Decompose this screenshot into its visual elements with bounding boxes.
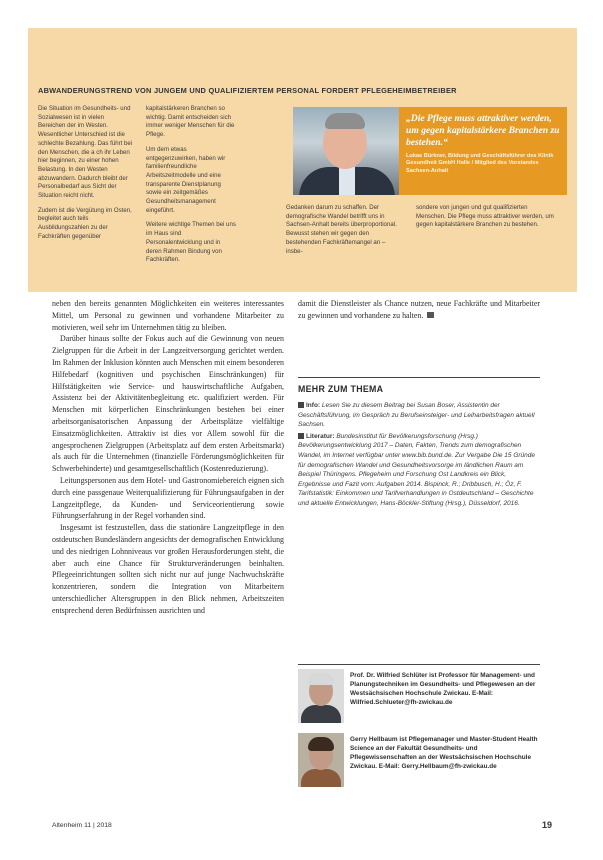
info-square-icon	[298, 402, 304, 408]
box-column-4: sondere von jungen und gut qualifizierten Menschen. Die Pflege muss attraktiver werden, um gegen kapitalstärkere Branchen zu bestehen.	[416, 204, 554, 229]
end-mark-icon	[427, 312, 434, 318]
section-divider	[298, 664, 540, 665]
box-title: ABWANDERUNGSTREND VON JUNGEM UND QUALIFIZIERTEM PERSONAL FORDERT PFLEGEHEIMBETREIBER	[38, 86, 457, 95]
article-paragraph: Insgesamt ist festzustellen, dass die stationäre Langzeitpflege in den ostdeutschen Bundesländern angesichts der demografischen Entwicklung und des niedrigen Lohnniveaus vor großen Herausforderungen steht, die aber auch eine Chance für Strukturveränderungen beinhalten. Pflegeeinrichtungen sollten sich nicht nur auf junge Nachwuchskräfte konzentrieren, sondern die Integration von Mitarbeitern unterschiedlicher Altersgruppen in den Blick nehmen, Arbeitszeiten entsprechend deren Bedürfnissen ausrichten und	[52, 523, 284, 615]
box-column-2	[146, 105, 236, 271]
interviewee-photo	[293, 107, 401, 195]
author-box	[298, 669, 543, 723]
quote-attribution: Lukas Bürkner, Bildung und Geschäftsführer des Klinik Gesundheit GmbH Halle / Mitglied des Vorstandes Sachsen-Anhalt	[406, 153, 554, 174]
reference-item: Literatur: Bundesinstitut für Bevölkerungsforschung (Hrsg.) Bevölkerungsentwicklung 2017 – Daten, Fakten, Trends zum demografischen Wandel, im Internet verfügbar unter www.bib.bund.de. Zur Vergabe Die 15 Gründe für demografischen Wandel und Gesundheitsvorsorge im ländlichen Raum am Beispiel Thüringens. Pflegeheim und Forschung Ost Landkreis ein Blick, Ergebnisse und Fazit vom: Aufgaben 2014. Bispinck, R.; Dribbusch, H.; Öz, F. Tarifstatistik: Einkommen und Tarifverhandlungen in Ostdeutschland – Geschichte und aktuelle Entwicklungen, Hans-Böckler-Stiftung (Hrsg.), Düsseldorf, 2016.	[298, 432, 536, 507]
more-on-topic-title: MEHR ZUM THEMA	[298, 384, 384, 394]
author-photo	[298, 669, 344, 723]
box-column-3: Gedanken darum zu schaffen. Der demografische Wandel betrifft uns in Sachsen-Anhalt bereits überproportional. Bewusst stehen wir gegen den bestehenden Fachkräftemangel an – insbe-	[286, 204, 397, 255]
interview-box	[28, 28, 577, 292]
box-paragraph: Weitere wichtige Themen bei uns im Haus sind Personalentwicklung und in deren Rahmen Bindung von Fachkräften.	[146, 221, 236, 264]
box-column-1	[38, 105, 133, 248]
author-bio: Gerry Hellbaum ist Pflegemanager und Master-Student Health Science an der Fakultät Gesundheits- und Pflegewissenschaften an der Westsächsischen Hochschule Zwickau. E-Mail: Gerry.Hellbaum@fh-zwickau.de	[350, 736, 538, 770]
article-paragraph: Leitungspersonen aus dem Hotel- und Gastronomiebereich eignen sich durch eine passgenaue Weiterqualifizierung für Führungsaufgaben in der Langzeitpflege, da Kunden- und Serviceorientierung sowie Führungserfahrung in der Regel vorhanden sind.	[52, 475, 284, 521]
reference-item: Info: Lesen Sie zu diesem Beitrag bei Susan Boser, Assistentin der Geschäftsführung, im Gespräch zu Berufseinsteiger- und Leiharbeitsfragen aktuell Sachsen.	[298, 402, 535, 429]
box-paragraph: Zudem ist die Vergütung im Osten, begleitet auch teils Ausbildungszahlen zu der Fachkräften gegenüber	[38, 206, 132, 240]
article-column-right	[298, 298, 540, 322]
box-paragraph: kapitalstärkeren Branchen so wichtig. Damit entscheiden sich immer weniger Menschen für die Pflege.	[146, 105, 235, 139]
article-paragraph: neben den bereits genannten Möglichkeiten ein weiteres interessantes Mittel, um Personal zu gewinnen und vorhandene Mitarbeiter zu motivieren, weil sehr im Unternehmen tätig zu bleiben.	[52, 299, 284, 332]
references-block	[298, 401, 540, 511]
author-bio: Prof. Dr. Wilfried Schlüter ist Professor für Management- und Planungstechniken im Gesundheits- und Pflegewesen an der Westsächsischen Hochschule Zwickau. E-Mail: Wilfried.Schlueter@fh-zwickau.de	[350, 672, 536, 706]
quote-box	[399, 107, 567, 195]
literature-square-icon	[298, 433, 304, 439]
article-column-left	[52, 298, 284, 617]
page-number: 19	[542, 820, 553, 830]
author-box	[298, 733, 543, 787]
article-paragraph: Darüber hinaus sollte der Fokus auch auf die Gewinnung von neuen Zielgruppen für die Arbeit in der Langzeitversorgung gerichtet werden. Im Rahmen der Inklusion könnten auch Menschen mit einem besonderen Hilfebedarf (kognitiven und psychischen Einschränkungen) für Hilfstätigkeiten wie Service- und hauswirtschaftliche Aufgaben, Assistenz bei der Aktivitätenbegleitung etc. qualifiziert werden. Für Menschen mit körperlichen Einschränkungen bestehen bei einer arbeitsorganisatorischen Anpassung der Arbeitsplätze vielfältige Einsatzmöglichkeiten. Attraktiv ist dies vor Allem sowohl für die angesprochenen Zielgruppen (Arbeitsplatz auf dem ersten Arbeitsmarkt) als auch für die Unternehmen (finanzielle Förderungsmöglichkeiten für Schwerbehinderte) und gesamtgesellschaftlich (Kostenreduzierung).	[52, 334, 284, 474]
box-paragraph: Die Situation im Gesundheits- und Sozialwesen ist in vielen Bereichen der im Westen. Wesentlicher Unterschied ist die schlechte Bezahlung. Das führt bei den Menschen, die a ch ihr Leben hier beginnen, zu einer hohen Belastung. In den Westen abzuwandern. Dadurch bleibt der Personalbedarf aus Sicht der Situation reicht nicht.	[38, 105, 133, 200]
pull-quote: „Die Pflege muss attraktiver werden, um gegen kapitalstärkere Branchen zu bestehen.“	[406, 113, 560, 148]
issue-footer: Altenheim 11 | 2018	[52, 822, 112, 829]
author-photo	[298, 733, 344, 787]
box-paragraph: Um dem etwas entgegenzuwirken, haben wir familienfreundliche Arbeitszeitmodelle und eine transparente Dienstplanung sowie ein zeitgemäßes Gesundheitsmanagement eingeführt.	[146, 145, 226, 214]
section-divider	[298, 377, 540, 378]
article-paragraph: damit die Dienstleister als Chance nutzen, neue Fachkräfte und Mitarbeiter zu gewinnen und vorhandene zu halten.	[298, 299, 540, 320]
